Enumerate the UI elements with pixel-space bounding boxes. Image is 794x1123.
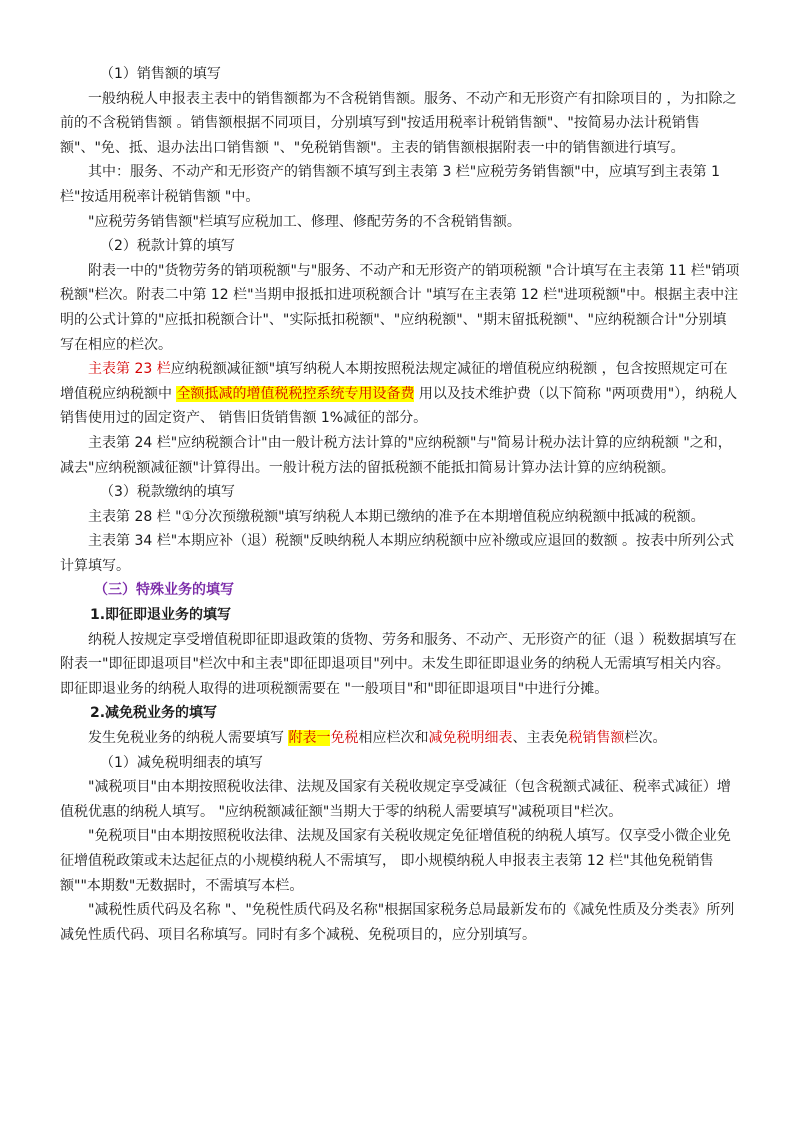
highlighted-text: 附表一 [288,730,331,747]
text: 、主表免 [512,730,569,747]
paragraph: 主表第 34 栏"本期应补（退）税额"反映纳税人本期应纳税额中应补缴或应退回的数额 。按表中所列公式计算填写。 [60,533,735,574]
text: 用以及技术维护费（以下简称 "两项费用"），纳税人销售使用过的固定资产、 销售旧货销售额 1%减征的部分。 [60,385,738,427]
paragraph: "应税劳务销售额"栏填写应税加工、修理、修配劳务的不含税销售额。 [88,213,521,230]
subheading-tax-reduction: 2.减免税业务的填写 [90,705,218,722]
red-text: 免税 [330,730,359,747]
text: 相应栏次和 [358,730,429,747]
red-text: 主表第 23 栏 [88,361,171,378]
paragraph: 其中：服务、不动产和无形资产的销售额不填写到主表第 3 栏"应税劳务销售额"中，应填写到主表第 1 栏"按适用税率计税销售额 "中。 [60,164,721,205]
heading-tax-calculation: （2）税款计算的填写 [100,238,235,255]
heading-reduction-detail-table: （1）减免税明细表的填写 [100,754,263,771]
paragraph: 主表第 28 栏 "①分次预缴税额"填写纳税人本期已缴纳的准予在本期增值税应纳税额中抵减的税额。 [88,508,705,525]
red-text: 税销售额 [568,730,625,747]
subheading-immediate-refund: 1.即征即退业务的填写 [90,607,232,624]
section-heading-special-business: （三）特殊业务的填写 [94,582,234,599]
paragraph: "减税项目"由本期按照税收法律、法规及国家有关税收规定享受减征（包含税额式减征、税率式减征）增值税优惠的纳税人填写。 "应纳税额减征额"当期大于零的纳税人需要填写"减税项目"栏次。 [60,779,731,820]
paragraph-row-23 [60,357,740,431]
heading-tax-payment: （3）税款缴纳的填写 [100,484,235,501]
paragraph: "减税性质代码及名称 "、"免税性质代码及名称"根据国家税务总局最新发布的《减免性质及分类表》所列减免性质代码、项目名称填写。同时有多个减税、免税项目的，应分别填写。 [60,902,735,943]
document-body [60,62,740,947]
paragraph: "免税项目"由本期按照税收法律、法规及国家有关税收规定免征增值税的纳税人填写。仅享受小微企业免征增值税政策或未达起征点的小规模纳税人不需填写， 即小规模纳税人申报表主表第 12 栏"其他免税销售额""本期数"无数据时，不需填写本栏。 [60,828,731,894]
highlighted-text: 全额抵减的增值税税控系统专用设备费 [176,385,415,402]
paragraph-tax-exempt [60,726,740,751]
paragraph: 附表一中的"货物劳务的销项税额"与"服务、不动产和无形资产的销项税额 "合计填写在主表第 11 栏"销项税额"栏次。附表二中第 12 栏"当期申报抵扣进项税额合计 "填写在主表第 12 栏"进项税额"中。根据主表中注明的公式计算的"应抵扣税额合计"、"实际抵扣税额"、"应纳税额"、"期末留抵税额"、"应纳税额合计"分别填写在相应的栏次。 [60,262,740,353]
paragraph: 一般纳税人申报表主表中的销售额都为不含税销售额。服务、不动产和无形资产有扣除项目的 ，为扣除之前的不含税销售额 。销售额根据不同项目，分别填写到"按适用税率计税销售额"、"按简易办法计税销售额"、"免、抵、退办法出口销售额 "、"免税销售额"。主表的销售额根据附表一中的销售额进行填写。 [60,90,737,156]
heading-sales-amount: （1）销售额的填写 [100,66,221,82]
paragraph: 纳税人按规定享受增值税即征即退政策的货物、劳务和服务、不动产、无形资产的征（退 ）税数据填写在附表一"即征即退项目"栏次中和主表"即征即退项目"列中。未发生即征即退业务的纳税人无需填写相关内容。即征即退业务的纳税人取得的进项税额需要在 "一般项目"和"即征即退项目"中进行分摊。 [60,631,737,697]
red-text: 减免税明细表 [428,730,513,747]
paragraph: 主表第 24 栏"应纳税额合计"由一般计税方法计算的"应纳税额"与"简易计税办法计算的应纳税额 "之和，减去"应纳税额减征额"计算得出。一般计税方法的留抵税额不能抵扣简易计算办法计算的应纳税额。 [60,434,732,476]
text: 发生免税业务的纳税人需要填写 [88,730,289,747]
text: 应纳税额减征额"填写纳税人本期按照税法规定减征的增值税应纳税额 ，包含按照规定可在增值税应纳税额中 [60,361,728,402]
text: 栏次。 [624,730,667,747]
